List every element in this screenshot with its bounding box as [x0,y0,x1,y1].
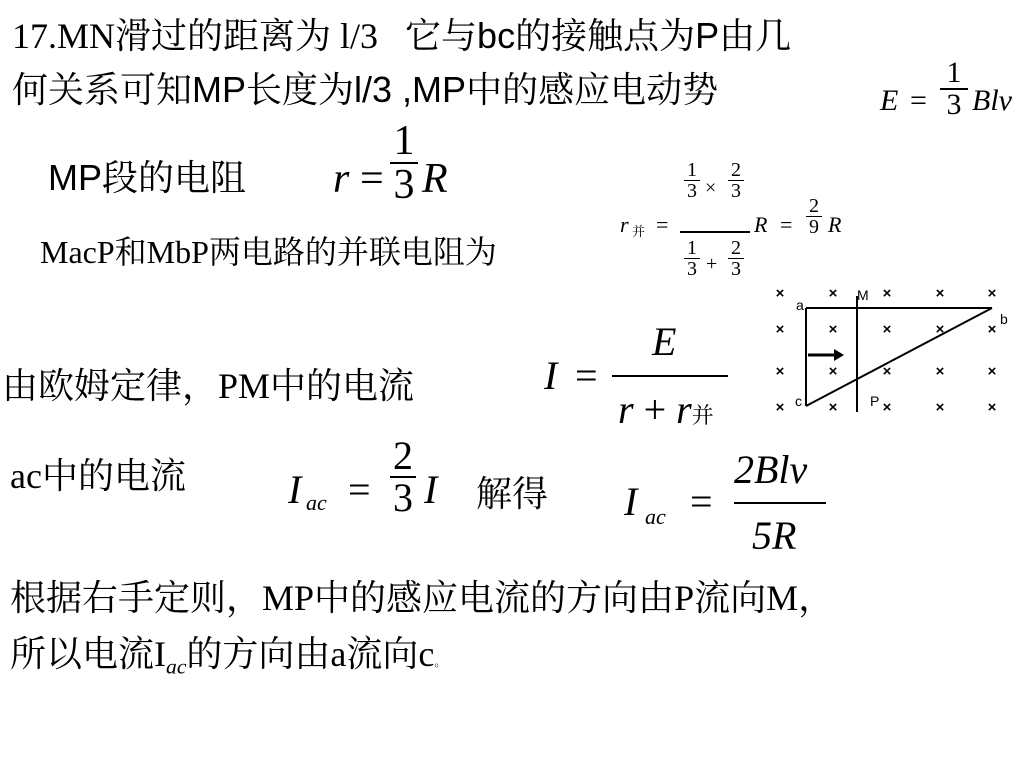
subscript: ac [306,490,327,515]
denominator: 3 [731,258,741,280]
problem-number: 17.MN [12,16,116,56]
magnetic-field-crosses [776,285,997,416]
subscript: 并 [632,224,646,239]
text-segment: l/3 ,MP [354,69,467,110]
fraction-bar [680,231,750,233]
circuit-diagram [760,282,1022,422]
text-segment: 和 [114,234,147,270]
field-cross-icon: × [882,399,892,416]
label-m: M [857,287,869,303]
fraction-bar [612,375,728,377]
numerator: 1 [393,118,415,164]
text-segment: ac [10,456,42,496]
subscript: ac [645,504,666,529]
subscript: 并 [691,403,714,428]
numerator: 1 [687,237,697,259]
text-segment: 中的感应电动势 [466,70,719,110]
field-cross-icon: × [882,285,892,302]
text-segment: 的接触点为 [515,16,696,56]
numerator: 2 [731,159,741,181]
label-c: c [795,393,802,409]
text-segment: 中的电流 [270,366,415,406]
equals-sign: = [780,212,793,237]
denominator: 9 [809,216,819,238]
r-symbol: r [620,212,629,237]
text-segment: 所以电流 [10,634,155,674]
numerator: 2 [809,196,819,217]
text-segment: M [766,578,799,618]
text-segment: bc [477,15,516,56]
r-symbol: r [333,156,350,202]
text-segment: P [674,578,695,618]
text-segment: 何关系可知 [12,70,193,110]
plus-sign: + [643,387,667,432]
text-segment: 流向 [694,578,767,618]
text-segment: a [330,634,347,674]
text-segment: MbP [146,234,209,270]
numerator: E [652,319,677,364]
R-symbol: R [422,156,448,202]
text-line-3 [48,157,247,198]
R-symbol: R [828,212,842,237]
numerator: 2Blv [734,447,808,492]
text-segment: I [154,634,167,674]
field-cross-icon: × [987,321,997,338]
text-line-5 [2,368,414,404]
field-cross-icon: × [935,399,945,416]
text-segment: 。 [434,655,447,669]
text-segment: 中的电流 [41,456,186,496]
equals-sign: = [656,212,669,237]
field-cross-icon: × [775,321,785,338]
fraction [684,160,700,201]
text-segment: MP [192,69,247,110]
fraction-one-third [390,120,418,206]
times-sign: × [705,177,717,199]
field-cross-icon: × [935,363,945,380]
text-segment: 中的感应电流的方向由 [314,578,675,618]
text-solve: 解得 [476,474,549,514]
field-cross-icon: × [828,363,838,380]
I-symbol: I [288,467,302,512]
text-line-1 [12,15,792,56]
equals-sign: = [690,479,713,524]
text-segment: c [418,634,435,674]
fraction-two-ninths [806,196,822,238]
text-line-6 [10,458,186,494]
denominator: 3 [687,180,697,202]
field-cross-icon: × [935,321,945,338]
field-cross-icon: × [775,399,785,416]
text-segment: 由欧姆定律， [2,366,219,406]
subscript: ac [166,654,187,679]
text-segment: 段的电阻 [102,158,247,198]
denominator [618,387,714,432]
fraction [684,238,700,279]
text-segment: P [695,15,720,56]
plus-sign: + [706,253,718,275]
text-segment: 它与 [405,16,478,56]
equals-sign: = [910,84,927,117]
fraction-bar [734,502,826,504]
text-segment: 长度为 [246,70,355,110]
R-symbol: R [754,212,768,237]
field-cross-icon: × [775,285,785,302]
emf-symbol: E [880,84,899,117]
label-p: P [870,393,880,409]
field-cross-icon: × [828,285,838,302]
denominator: 3 [393,475,413,520]
text-line-4 [40,236,497,268]
I-symbol: I [424,467,438,512]
text-segment: 两电路的并联电阻为 [208,234,497,270]
field-cross-icon: × [775,363,785,380]
r-symbol: r [618,387,634,432]
field-cross-icon: × [828,399,838,416]
denominator: 5R [752,513,797,558]
text-segment: MP [48,157,102,198]
numerator: 2 [393,433,413,478]
numerator: 2 [731,237,741,259]
text-segment: PM [218,366,271,406]
numerator: 1 [687,159,697,181]
field-cross-icon: × [935,285,945,302]
equals-sign: = [348,467,371,512]
blv-symbol: Blv [972,84,1012,117]
I-symbol: I [624,479,638,524]
text-segment: MP [262,578,315,618]
r-symbol: r [676,387,692,432]
denominator: 3 [731,180,741,202]
text-segment: MacP [40,234,115,270]
arrow-head-icon [834,349,844,361]
text-segment: 由几 [719,16,792,56]
text-line-7 [10,580,834,616]
field-cross-icon: × [882,321,892,338]
fraction-one-third [940,58,968,120]
denominator: 3 [687,258,697,280]
label-a: a [796,297,804,313]
text-line-8 [10,636,446,678]
field-cross-icon: × [987,285,997,302]
denominator: 3 [393,162,415,208]
equals-sign: = [360,156,384,202]
text-segment: 滑过的距离为 l/3 [115,16,379,56]
denominator: 3 [946,88,962,121]
fraction [728,160,744,201]
field-cross-icon: × [882,363,892,380]
fraction-two-thirds [390,433,416,520]
text-segment: 根据右手定则， [10,578,263,618]
I-symbol: I [544,353,558,398]
text-segment: 的方向由 [186,634,331,674]
text-segment: 流向 [346,634,419,674]
label-b: b [1000,311,1008,327]
field-cross-icon: × [987,363,997,380]
text-line-2 [12,69,719,110]
equals-sign: = [575,353,598,398]
field-cross-icon: × [828,321,838,338]
field-cross-icon: × [987,399,997,416]
numerator: 1 [946,56,962,89]
text-segment: ， [798,578,835,618]
fraction [728,238,744,279]
